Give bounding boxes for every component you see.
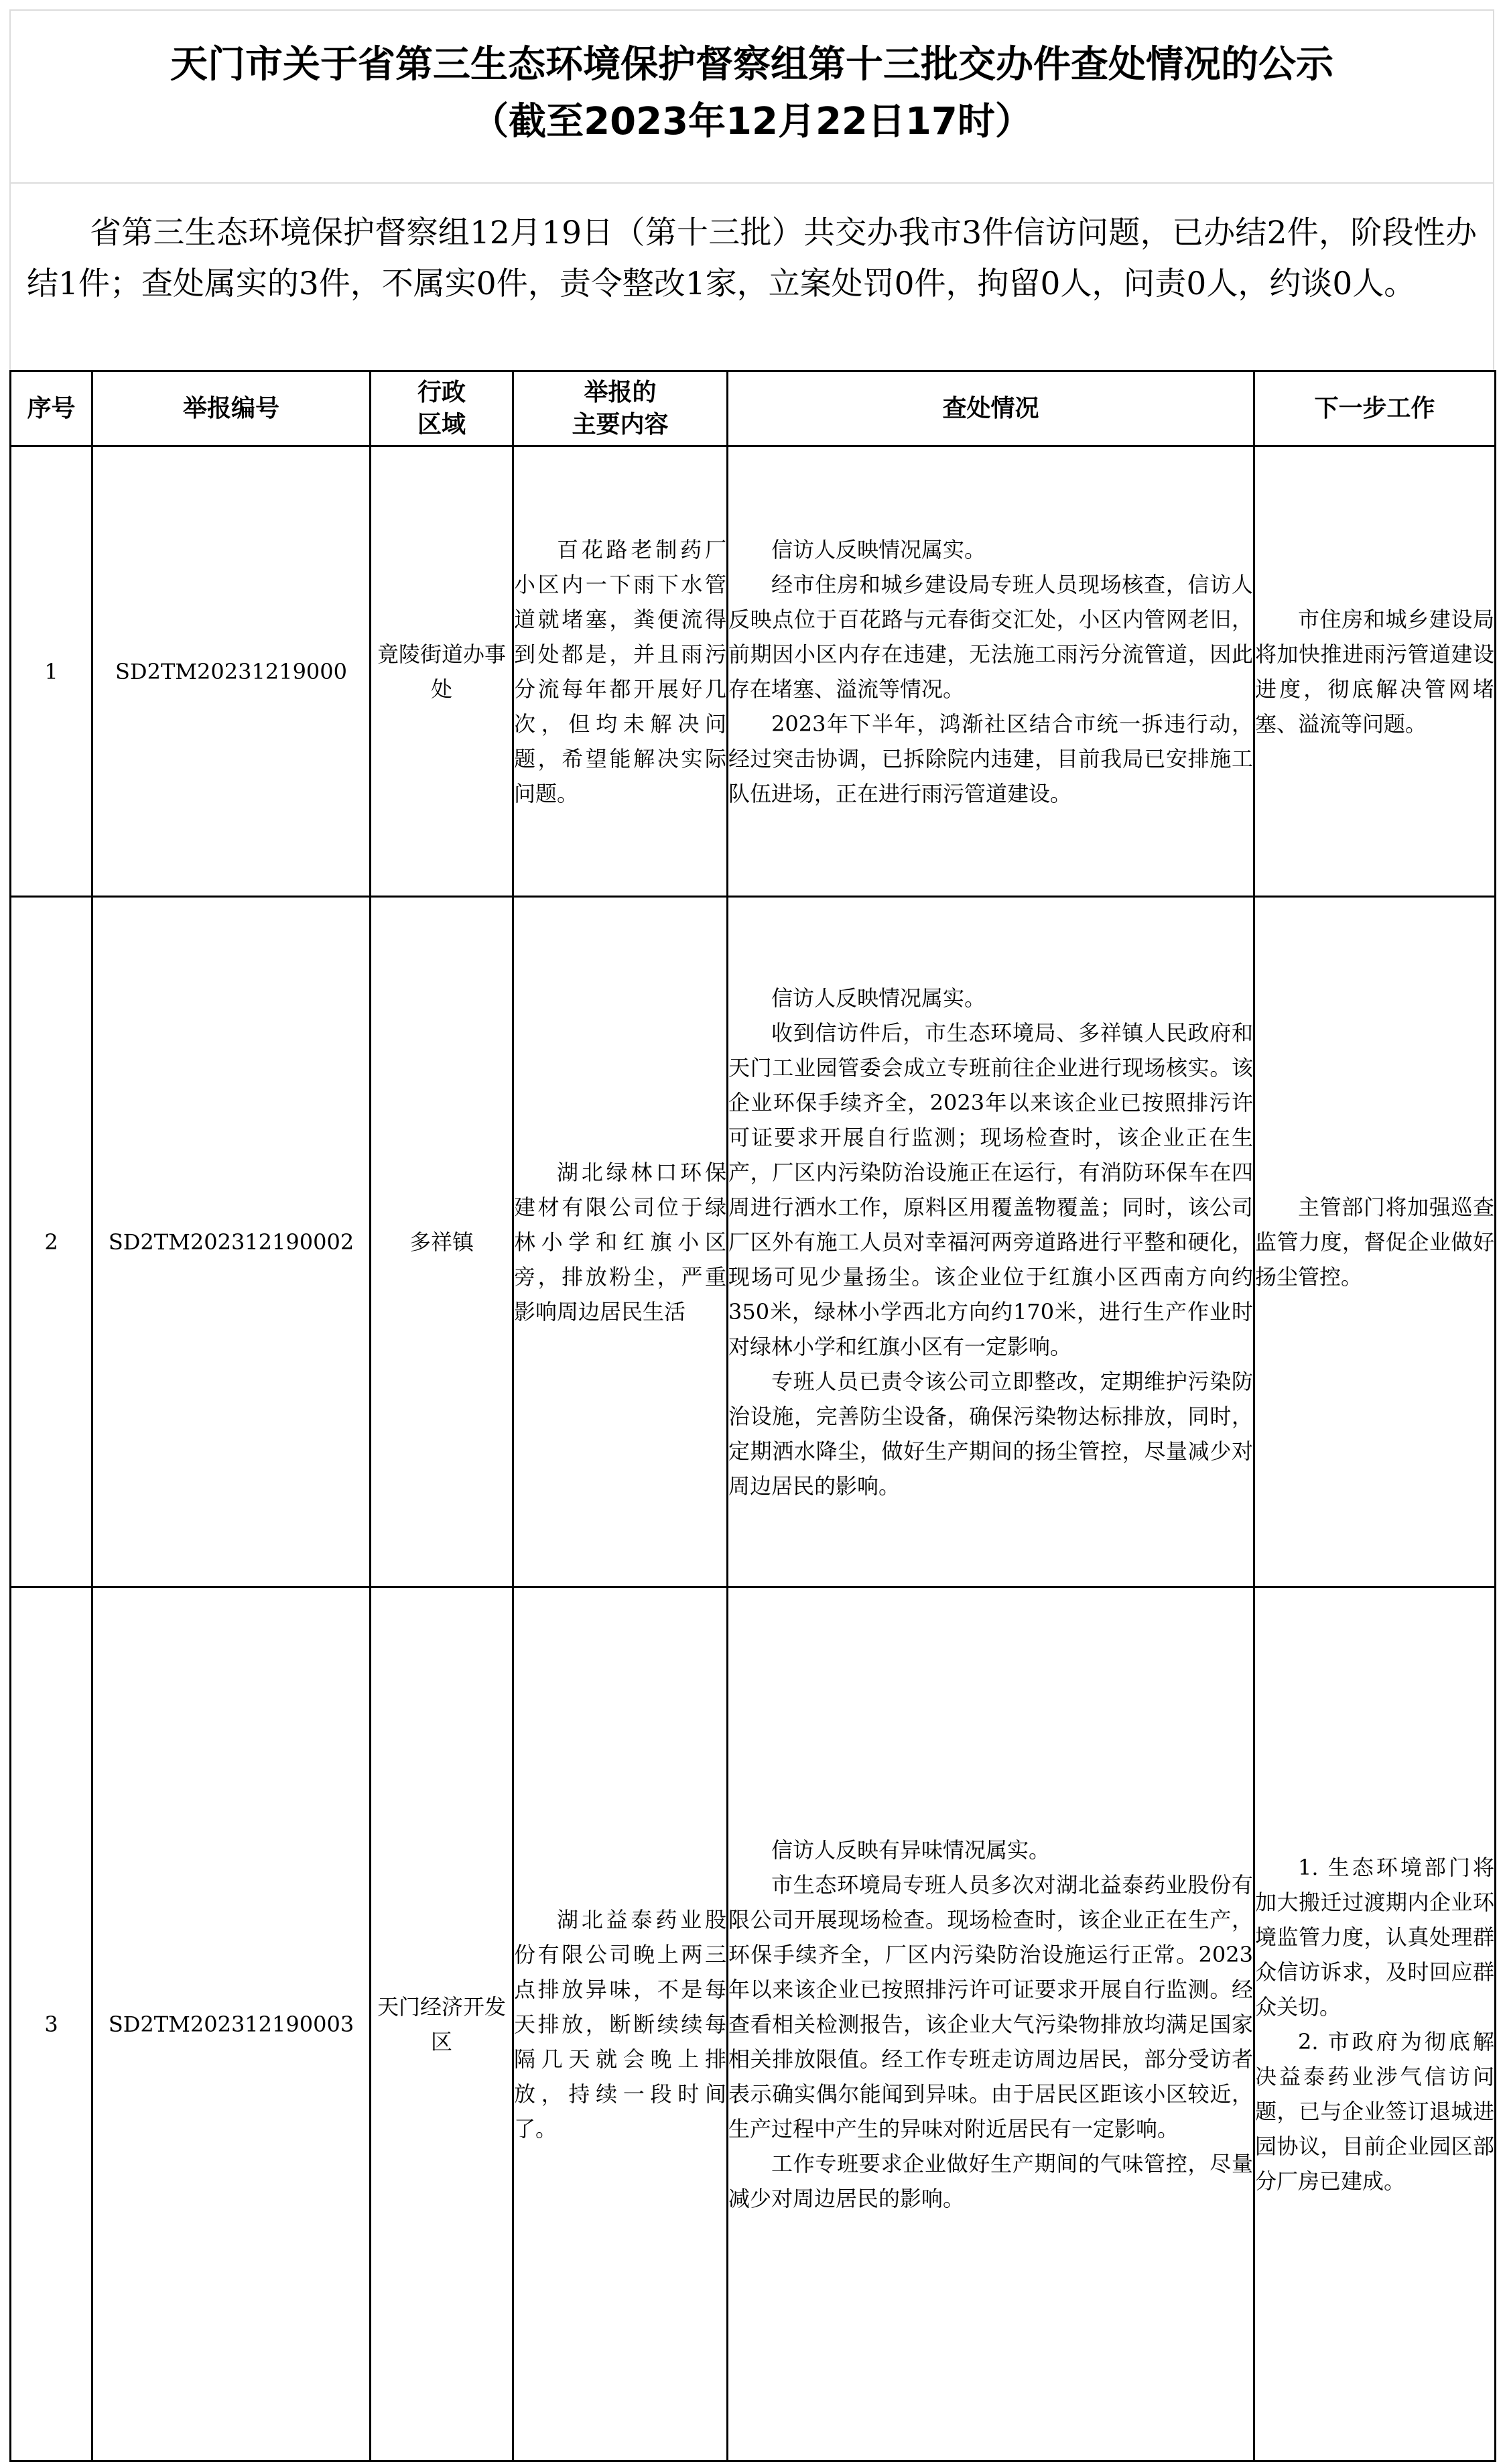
page-title <box>9 9 1494 182</box>
handling-paragraph: 信访人反映情况属实。 <box>771 985 986 1011</box>
row-next-step <box>1254 1587 1496 2461</box>
title-line-1: 天门市关于省第三生态环境保护督察组第十三批交办件查处情况的公示 <box>170 43 1333 86</box>
row-content: 湖北益泰药业股份有限公司晚上两三点排放异味，不是每天排放，断断续续每隔几天就会晚上排放，持续一段时间了。 <box>513 1587 728 2461</box>
header-area-line-2: 区域 <box>417 410 466 438</box>
row-handling <box>728 1587 1254 2461</box>
handling-paragraph: 市生态环境局专班人员多次对湖北益泰药业股份有限公司开展现场检查。现场检查时，该企业正在生产，环保手续齐全，厂区内污染防治设施运行正常。2023年以来该企业已按照排污许可证要求开展自行监测。经查看相关检测报告，该企业大气污染物排放均满足国家相关排放限值。经工作专班走访周边居民，部分受访者表示确实偶尔能闻到异味。由于居民区距该小区较近，生产过程中产生的异味对附近居民有一定影响。 <box>728 1871 1253 2142</box>
next-step-paragraph: 主管部门将加强巡查监管力度，督促企业做好扬尘管控。 <box>1255 1194 1494 1290</box>
row-area: 竟陵街道办事处 <box>371 446 513 897</box>
notice-page <box>9 9 1496 2455</box>
header-area-line-1: 行政 <box>417 378 466 406</box>
header-content-line-2: 主要内容 <box>572 410 669 438</box>
row-seq: 2 <box>11 897 92 1587</box>
table-row <box>11 446 1496 897</box>
header-content <box>513 371 728 446</box>
next-step-paragraph: 市住房和城乡建设局将加快推进雨污管道建设进度，彻底解决管网堵塞、溢流等问题。 <box>1255 606 1494 737</box>
summary-paragraph: 省第三生态环境保护督察组12月19日（第十三批）共交办我市3件信访问题，已办结2件，阶段性办结1件；查处属实的3件，不属实0件，责令整改1家，立案处罚0件，拘留0人，问责0人，约谈0人。 <box>9 182 1494 370</box>
row-code: SD2TM20231219000 <box>92 446 371 897</box>
handling-paragraph: 2023年下半年，鸿渐社区结合市统一拆违行动，经过突击协调，已拆除院内违建，目前我局已安排施工队伍进场，正在进行雨污管道建设。 <box>728 711 1253 806</box>
header-code: 举报编号 <box>92 371 371 446</box>
next-step-paragraph: 2. 市政府为彻底解决益泰药业涉气信访问题，已与企业签订退城进园协议，目前企业园区部分厂房已建成。 <box>1255 2028 1494 2194</box>
header-content-line-1: 举报的 <box>584 378 657 406</box>
header-next: 下一步工作 <box>1254 371 1496 446</box>
row-content: 湖北绿林口环保建材有限公司位于绿林小学和红旗小区旁，排放粉尘，严重影响周边居民生活 <box>513 897 728 1587</box>
row-handling <box>728 897 1254 1587</box>
table-row <box>11 1587 1496 2461</box>
row-handling <box>728 446 1254 897</box>
cases-table <box>9 370 1496 2462</box>
row-code: SD2TM202312190003 <box>92 1587 371 2461</box>
row-seq: 3 <box>11 1587 92 2461</box>
row-next-step <box>1254 446 1496 897</box>
header-area <box>371 371 513 446</box>
row-next-step <box>1254 897 1496 1587</box>
handling-paragraph: 工作专班要求企业做好生产期间的气味管控，尽量减少对周边居民的影响。 <box>728 2150 1253 2211</box>
row-area: 天门经济开发区 <box>371 1587 513 2461</box>
handling-paragraph: 经市住房和城乡建设局专班人员现场核查，信访人反映点位于百花路与元春街交汇处，小区内管网老旧，前期因小区内存在违建，无法施工雨污分流管道，因此存在堵塞、溢流等情况。 <box>728 571 1253 702</box>
row-area: 多祥镇 <box>371 897 513 1587</box>
next-step-paragraph: 1. 生态环境部门将加大搬迁过渡期内企业环境监管力度，认真处理群众信访诉求，及时回应群众关切。 <box>1255 1854 1494 2020</box>
handling-paragraph: 信访人反映有异味情况属实。 <box>771 1837 1051 1863</box>
table-row <box>11 897 1496 1587</box>
header-seq: 序号 <box>11 371 92 446</box>
handling-paragraph: 收到信访件后，市生态环境局、多祥镇人民政府和天门工业园管委会成立专班前往企业进行现场核实。该企业环保手续齐全，2023年以来该企业已按照排污许可证要求开展自行监测；现场检查时，该企业正在生产，厂区内污染防治设施正在运行，有消防环保车在四周进行洒水工作，原料区用覆盖物覆盖；同时，该公司厂区外有施工人员对幸福河两旁道路进行平整和硬化，现场可见少量扬尘。该企业位于红旗小区西南方向约350米，绿林小学西北方向约170米，进行生产作业时对绿林小学和红旗小区有一定影响。 <box>728 1020 1253 1359</box>
row-content: 百花路老制药厂小区内一下雨下水管道就堵塞，粪便流得到处都是，并且雨污分流每年都开展好几次，但均未解决问题，希望能解决实际问题。 <box>513 446 728 897</box>
row-seq: 1 <box>11 446 92 897</box>
handling-paragraph: 信访人反映情况属实。 <box>771 536 986 562</box>
row-code: SD2TM202312190002 <box>92 897 371 1587</box>
table-header-row <box>11 371 1496 446</box>
title-line-2: （截至2023年12月22日17时） <box>471 100 1033 143</box>
header-handling: 查处情况 <box>728 371 1254 446</box>
handling-paragraph: 专班人员已责令该公司立即整改，定期维护污染防治设施，完善防尘设备，确保污染物达标排放，同时，定期洒水降尘，做好生产期间的扬尘管控，尽量减少对周边居民的影响。 <box>728 1368 1253 1499</box>
